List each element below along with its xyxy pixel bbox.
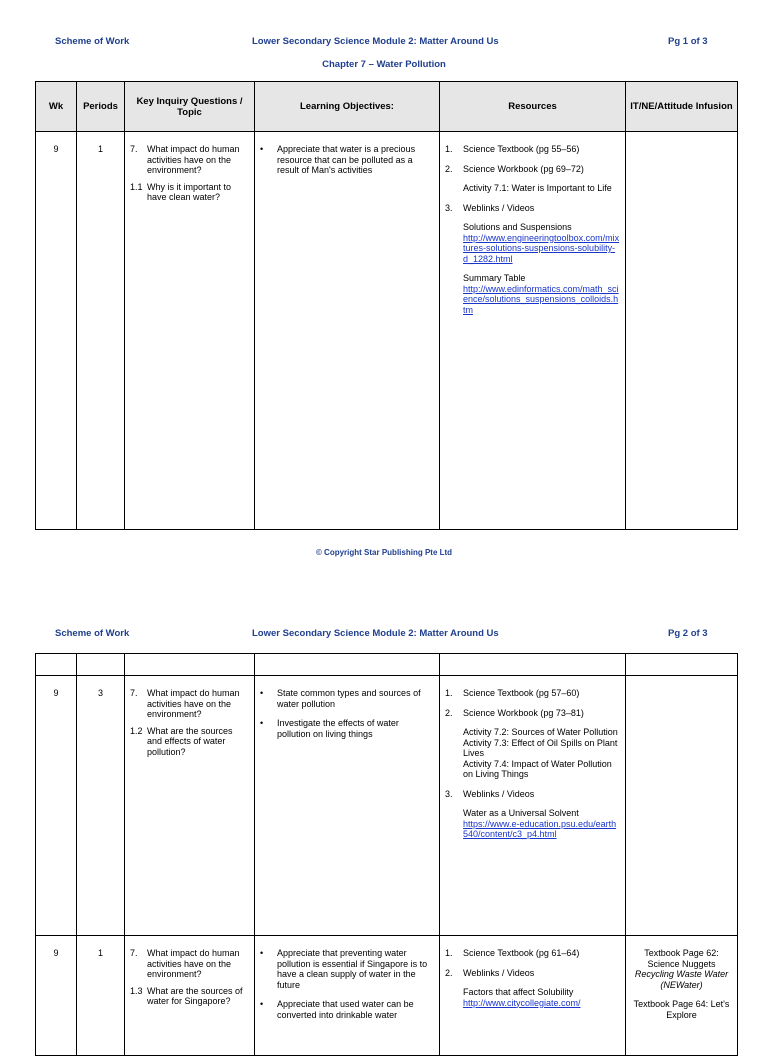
question-number: 7.	[130, 688, 138, 698]
infusion-text: Textbook Page 62: Science Nuggets	[644, 948, 719, 969]
subquestion-text: What are the sources and effects of water pollution?	[147, 725, 233, 757]
objective-item: Appreciate that preventing water pollution is essential if Singapore is to have a clean supply of water in the future	[277, 948, 428, 990]
header-center: Lower Secondary Science Module 2: Matter Around Us	[252, 628, 499, 639]
weblink-url[interactable]: http://www.edinformatics.com/math_science/solutions_suspensions_colloids.htm	[463, 283, 619, 315]
col-header-resources: Resources	[440, 82, 626, 132]
infusion-cell	[626, 132, 738, 530]
question-number: 7.	[130, 948, 138, 958]
weblink-title: Factors that affect Solubility	[463, 987, 574, 997]
infusion-cell	[626, 676, 738, 936]
weblink-url[interactable]: http://www.engineeringtoolbox.com/mixtures-solutions-suspensions-solubility-d_1282.html	[463, 232, 620, 264]
subquestion-text: Why is it important to have clean water?	[147, 181, 232, 202]
resource-item: Weblinks / Videos	[463, 202, 535, 213]
header-left: Scheme of Work	[55, 36, 130, 47]
weblink-title: Summary Table	[463, 273, 526, 283]
resource-item: Weblinks / Videos	[463, 788, 535, 799]
subquestion-number: 1.1	[130, 181, 143, 192]
infusion-italic: Recycling Waste Water (NEWater)	[634, 969, 729, 990]
weblink-title: Solutions and Suspensions	[463, 222, 572, 232]
copyright: © Copyright Star Publishing Pte Ltd	[315, 548, 453, 557]
week-cell: 9	[53, 144, 59, 154]
question-number: 7.	[130, 144, 138, 154]
scheme-table-page2	[35, 653, 738, 1056]
table-row: 9 3 7. What impact do human activities have on the environment? 1.2 What are the sources and effects of water pollution? • State common types and sources of water pollution • Investigate the effects of water pollution on living things 1. Science Textbook (pg 57–60) 2. Science Workbook (pg 73–81) Activity 7.2: Sources of Water Pollution Activity 7.3: Effect of Oil Spills on Plant Lives Activity 7.4: Impact of Water Pollution on Living Things 3. Weblinks / Videos Water as a Universal Solvent https://www.e-education.psu.edu/earth540/content/c3_p4.html	[36, 676, 738, 936]
subquestion-text: What are the sources of water for Singapore?	[147, 985, 243, 1006]
header-page-number: Pg 2 of 3	[668, 628, 708, 639]
weblink-title: Water as a Universal Solvent	[463, 808, 579, 818]
infusion-text: Textbook Page 64: Let's Explore	[633, 999, 730, 1020]
col-header-objectives: Learning Objectives:	[255, 82, 440, 132]
table-row: 9 1 7. What impact do human activities have on the environment? 1.1 Why is it important to have clean water? • Appreciate that water is a precious resource that can be polluted as a result of Man's activities 1. Science Textbook (pg 55–56) 2. Science Workbook (pg 69–72) Activity 7.1: Water is Important to Life 3. Weblinks / Videos Solutions and Suspensions http://www.engineeringtoolbox.com/mixtures-solutions-suspensions-solubility-d_1282.html Summary Table http://www.edinformatics.com/math_science/solutions_suspensions_colloids.htm	[36, 132, 738, 530]
activity-item: Activity 7.2: Sources of Water Pollution	[463, 727, 618, 737]
header-left: Scheme of Work	[55, 628, 130, 639]
question-text: What impact do human activities have on the environment?	[147, 688, 240, 719]
objective-item: State common types and sources of water pollution	[277, 688, 421, 709]
objective-item: Appreciate that used water can be converted into drinkable water	[277, 999, 414, 1020]
resource-item: Science Textbook (pg 55–56)	[463, 144, 580, 154]
subquestion-number: 1.2	[130, 725, 143, 736]
scheme-table-page1	[35, 81, 738, 530]
question-text: What impact do human activities have on the environment?	[147, 144, 240, 175]
question-text: What impact do human activities have on the environment?	[147, 948, 240, 979]
resource-item: Science Workbook (pg 69–72)	[463, 163, 584, 174]
periods-cell: 1	[97, 948, 103, 958]
col-header-periods: Periods	[77, 82, 125, 132]
resource-item: Weblinks / Videos	[463, 967, 535, 978]
header-page-number: Pg 1 of 3	[668, 36, 708, 47]
periods-cell: 1	[97, 144, 103, 154]
week-cell: 9	[53, 948, 59, 958]
objective-item: Appreciate that water is a precious resource that can be polluted as a result of Man's activities	[277, 144, 416, 175]
table-row: 9 1 7. What impact do human activities have on the environment? 1.3 What are the sources of water for Singapore? • Appreciate that preventing water pollution is essential if Singapore is to have a clean supply of water in the future • Appreciate that used water can be converted into drinkable water 1. Science Textbook (pg 61–64) 2. Weblinks / Videos Factors that affect Solubility http://www.citycollegiate.com/ Textbook Page 62: Science Nuggets Recycling Waste Water (NEWater) Textbook Page 64: Let's Explore	[36, 936, 738, 1056]
objective-item: Investigate the effects of water pollution on living things	[277, 718, 399, 739]
periods-cell: 3	[97, 688, 103, 698]
col-header-questions: Key Inquiry Questions / Topic	[125, 82, 255, 132]
chapter-title: Chapter 7 – Water Pollution	[322, 59, 446, 70]
col-header-wk: Wk	[36, 82, 77, 132]
weblink-url[interactable]: http://www.citycollegiate.com/	[463, 997, 581, 1008]
col-header-infusion: IT/NE/Attitude Infusion	[626, 82, 738, 132]
activity-item: Activity 7.4: Impact of Water Pollution on Living Things	[463, 758, 612, 779]
resource-item: Science Textbook (pg 57–60)	[463, 688, 580, 698]
activity-item: Activity 7.3: Effect of Oil Spills on Plant Lives	[463, 737, 618, 758]
subquestion-number: 1.3	[130, 985, 143, 996]
header-center: Lower Secondary Science Module 2: Matter Around Us	[252, 36, 499, 47]
resource-item: Science Workbook (pg 73–81)	[463, 707, 584, 718]
resource-note: Activity 7.1: Water is Important to Life	[463, 183, 612, 193]
week-cell: 9	[53, 688, 59, 698]
resource-item: Science Textbook (pg 61–64)	[463, 948, 580, 958]
weblink-url[interactable]: https://www.e-education.psu.edu/earth540/content/c3_p4.html	[463, 818, 617, 839]
